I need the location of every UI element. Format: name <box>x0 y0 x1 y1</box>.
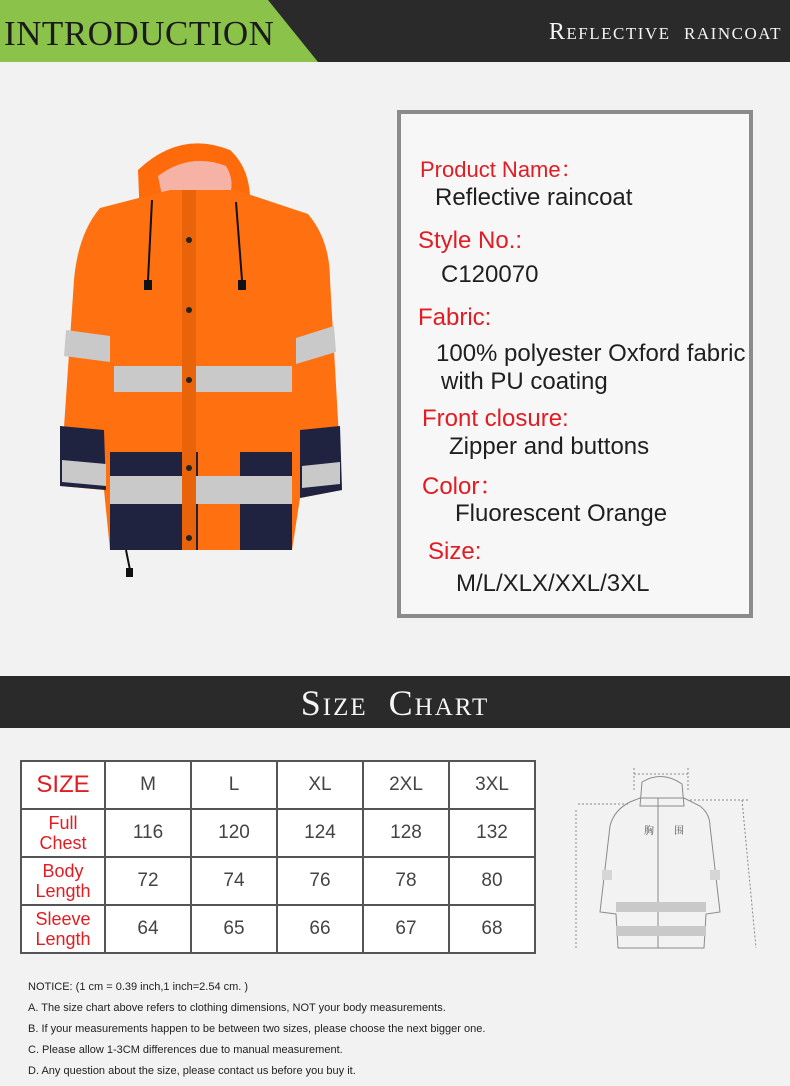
fabric-value-line1: 100% polyester Oxford fabric <box>436 340 746 367</box>
diagram-label-2: 围 <box>674 826 684 837</box>
table-row <box>21 809 535 857</box>
closure-label: Front closure: <box>422 405 569 432</box>
style-value: C120070 <box>441 261 539 288</box>
table-cell: 80 <box>449 857 535 905</box>
size-notes <box>28 977 485 1082</box>
top-banner <box>0 0 790 62</box>
row-label-sleeve-length <box>21 905 105 953</box>
color-label: Color： <box>422 473 504 500</box>
table-cell: 116 <box>105 809 191 857</box>
style-label: Style No.: <box>418 227 523 254</box>
color-value: Fluorescent Orange <box>455 500 668 527</box>
size-chart-banner <box>0 676 790 728</box>
closure-value: Zipper and buttons <box>449 433 650 460</box>
table-cell: 65 <box>191 905 277 953</box>
table-cell: 120 <box>191 809 277 857</box>
size-value: M/L/XLX/XXL/3XL <box>456 570 650 597</box>
product-info-box <box>397 110 753 618</box>
header-l: L <box>191 761 277 809</box>
table-header-row <box>21 761 535 809</box>
note-line: B. If your measurements happen to be between two sizes, please choose the next bigger one. <box>28 1023 486 1035</box>
row-label-full-chest <box>21 809 105 857</box>
fabric-label: Fabric: <box>418 304 492 331</box>
header-size: SIZE <box>21 761 105 809</box>
header-m: M <box>105 761 191 809</box>
size-table <box>20 760 536 954</box>
table-row <box>21 857 535 905</box>
product-heading: Reflective raincoat <box>548 19 782 45</box>
note-line: D. Any question about the size, please contact us before you buy it. <box>28 1065 356 1077</box>
fabric-value-line2: with PU coating <box>441 368 608 395</box>
table-row <box>21 905 535 953</box>
table-cell: 124 <box>277 809 363 857</box>
row-label-body-length <box>21 857 105 905</box>
row-label-line2: Length <box>35 881 91 901</box>
table-cell: 76 <box>277 857 363 905</box>
row-label-line1: Sleeve <box>35 909 91 929</box>
size-label: Size: <box>428 538 482 565</box>
table-cell: 68 <box>449 905 535 953</box>
product-name-label: Product Name： <box>420 157 583 182</box>
table-cell: 67 <box>363 905 449 953</box>
table-cell: 66 <box>277 905 363 953</box>
row-label-line2: Chest <box>39 833 87 853</box>
product-name-value: Reflective raincoat <box>435 184 633 211</box>
intro-title: INTRODUCTION <box>4 14 275 53</box>
table-cell: 78 <box>363 857 449 905</box>
table-cell: 74 <box>191 857 277 905</box>
table-cell: 128 <box>363 809 449 857</box>
measurement-diagram <box>570 762 770 962</box>
diagram-label-1: 胸 <box>644 826 654 837</box>
note-line: NOTICE: (1 cm = 0.39 inch,1 inch=2.54 cm. ) <box>28 981 249 993</box>
header-2xl: 2XL <box>363 761 449 809</box>
row-label-line2: Length <box>35 929 91 949</box>
note-line: A. The size chart above refers to clothing dimensions, NOT your body measurements. <box>28 1002 446 1014</box>
product-image <box>30 130 375 630</box>
header-xl: XL <box>277 761 363 809</box>
table-cell: 132 <box>449 809 535 857</box>
table-cell: 72 <box>105 857 191 905</box>
row-label-line1: Body <box>42 861 84 881</box>
header-3xl: 3XL <box>449 761 535 809</box>
row-label-line1: Full <box>48 813 78 833</box>
size-chart-title: Size Chart <box>300 683 490 723</box>
table-cell: 64 <box>105 905 191 953</box>
note-line: C. Please allow 1-3CM differences due to manual measurement. <box>28 1044 343 1056</box>
